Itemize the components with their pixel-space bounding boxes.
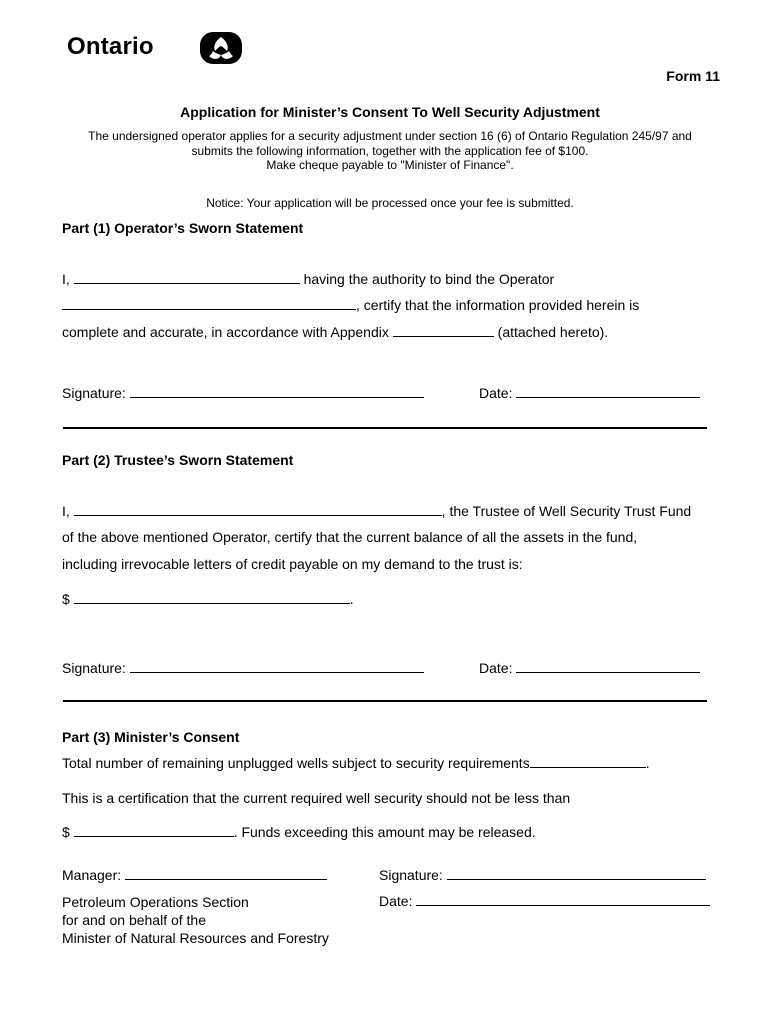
part1-heading: Part (1) Operator’s Sworn Statement: [62, 220, 304, 236]
part3-heading: Part (3) Minister’s Consent: [62, 729, 240, 745]
trustee-name-field[interactable]: [74, 504, 442, 516]
part3-signature-field[interactable]: [447, 868, 706, 880]
operator-name-field[interactable]: [74, 272, 300, 284]
intro-line-2: submits the following information, together with the application fee of $100.: [191, 143, 589, 158]
trillium-logo-icon: [199, 31, 243, 65]
part1-line3: [62, 324, 608, 340]
part3-line1-text: Total number of remaining unplugged wells subject to security requirements: [62, 755, 530, 771]
intro-line-1: The undersigned operator applies for a security adjustment under section 16 (6) of Ontario Regulation 245/97 and: [88, 129, 692, 143]
form-number: Form 11: [666, 68, 720, 84]
form-title: Application for Minister’s Consent To Well Security Adjustment: [180, 104, 600, 120]
fee-notice: Notice: Your application will be processed once your fee is submitted.: [206, 196, 574, 210]
part1-line1: [62, 271, 554, 287]
intro-text: [0, 129, 770, 173]
part1-signature-field[interactable]: [130, 386, 424, 398]
part2-date-field[interactable]: [516, 661, 700, 673]
part3-line2: This is a certification that the current required well security should not be less than: [62, 790, 571, 806]
part1-line1-prefix: I,: [62, 271, 70, 287]
part2-line2: of the above mentioned Operator, certify that the current balance of all the assets in the fund,: [62, 529, 638, 545]
required-security-field[interactable]: [74, 825, 234, 837]
part3-signature-row: [379, 867, 706, 883]
part3-date-row: [379, 893, 710, 909]
part1-date-label: Date:: [479, 385, 513, 401]
part1-line1-suffix: having the authority to bind the Operator: [303, 271, 555, 287]
trust-balance-field[interactable]: [74, 592, 350, 604]
section-divider-1: [63, 427, 707, 429]
part1-line2-suffix: , certify that the information provided herein is: [356, 297, 640, 313]
part2-line3: including irrevocable letters of credit payable on my demand to the trust is:: [62, 556, 523, 572]
part1-signature-row: [62, 385, 424, 401]
operator-company-field[interactable]: [62, 298, 356, 310]
section-block: [62, 893, 329, 947]
part3-dollar-sign: $: [62, 824, 70, 840]
part3-date-field[interactable]: [416, 894, 710, 906]
section-divider-2: [63, 700, 707, 702]
section-line-1: Petroleum Operations Section: [62, 894, 249, 910]
part2-signature-label: Signature:: [62, 660, 126, 676]
part2-period: .: [349, 591, 354, 607]
section-line-2: for and on behalf of the: [62, 912, 206, 928]
part2-line1: [62, 503, 691, 519]
part1-signature-label: Signature:: [62, 385, 126, 401]
part3-line3: [62, 824, 536, 840]
intro-line-3: Make cheque payable to "Minister of Finance".: [266, 158, 514, 172]
ontario-logo-text: Ontario: [67, 33, 154, 60]
part2-date-label: Date:: [479, 660, 513, 676]
part2-line1-suffix: , the Trustee of Well Security Trust Fund: [441, 503, 692, 519]
appendix-field[interactable]: [393, 325, 494, 337]
manager-label: Manager:: [62, 867, 122, 883]
part2-balance-row: [62, 591, 354, 607]
manager-field[interactable]: [125, 868, 327, 880]
part2-line1-prefix: I,: [62, 503, 70, 519]
part2-signature-row: [62, 660, 424, 676]
part1-line3-suffix: (attached hereto).: [497, 324, 609, 340]
part3-date-label: Date:: [379, 893, 413, 909]
manager-row: [62, 867, 327, 883]
part2-date-row: [479, 660, 700, 676]
part1-date-field[interactable]: [516, 386, 700, 398]
unplugged-wells-field[interactable]: [530, 756, 646, 768]
part1-line3-prefix: complete and accurate, in accordance with Appendix: [62, 324, 389, 340]
part1-date-row: [479, 385, 700, 401]
part2-heading: Part (2) Trustee’s Sworn Statement: [62, 452, 294, 468]
part3-line3-suffix: . Funds exceeding this amount may be released.: [233, 824, 536, 840]
part3-signature-label: Signature:: [379, 867, 443, 883]
section-line-3: Minister of Natural Resources and Forestry: [62, 930, 329, 946]
part2-signature-field[interactable]: [130, 661, 424, 673]
part2-dollar-sign: $: [62, 591, 70, 607]
part3-line1: [62, 755, 650, 771]
part3-line1-end: .: [645, 755, 650, 771]
part1-line2: [62, 297, 639, 313]
